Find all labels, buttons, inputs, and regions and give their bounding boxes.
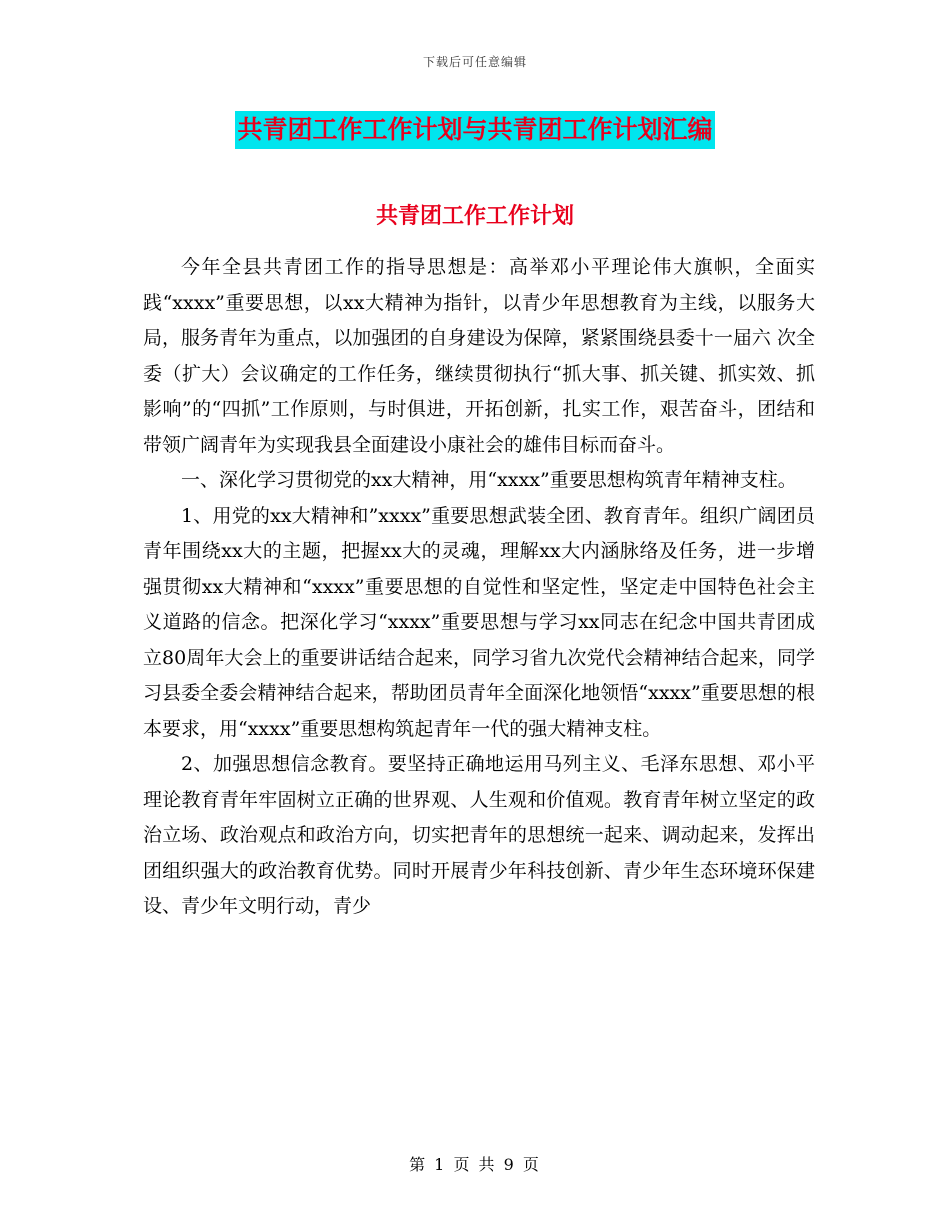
page-header-note: 下载后可任意编辑 xyxy=(422,55,527,69)
paragraph: 2、加强思想信念教育。要坚持正确地运用马列主义、毛泽东思想、邓小平理论教育青年牢固树立正确的世界观、人生观和价值观。教育青年树立坚定的政治立场、政治观点和政治方向，切实把青年的思想统一起来、调动起来，发挥出团组织强大的政治教育优势。同时开展青少年科技创新、青少年生态环境环保建设、青少年文明行动，青少 xyxy=(143,753,815,917)
page-number-footer: 第 1 页 共 9 页 xyxy=(409,1155,541,1174)
paragraph: 今年全县共青团工作的指导思想是：高举邓小平理论伟大旗帜，全面实践“xxxx”重要思想，以xx大精神为指针，以青少年思想教育为主线，以服务大局，服务青年为重点，以加强团的自身建设为保障，紧紧围绕县委十一届六 次全委（扩大）会议确定的工作任务，继续贯彻执行“抓大事、抓关键、抓实效、抓影响”的“四抓”工作原则，与时俱进，开拓创新，扎实工作，艰苦奋斗，团结和带领广阔青年为实现我县全面建设小康社会的雄伟目标而奋斗。 xyxy=(143,256,815,456)
document-body xyxy=(143,250,815,925)
section-title: 共青团工作工作计划 xyxy=(375,204,574,229)
paragraph: 一、深化学习贯彻党的xx大精神，用“xxxx”重要思想构筑青年精神支柱。 xyxy=(181,469,797,491)
document-main-title: 共青团工作工作计划与共青团工作计划汇编 xyxy=(235,111,714,149)
paragraph: 1、用党的xx大精神和”xxxx”重要思想武装全团、教育青年。组织广阔团员青年围绕xx大的主题，把握xx大的灵魂，理解xx大内涵脉络及任务，进一步增强贯彻xx大精神和“xxxx”重要思想的自觉性和坚定性，坚定走中国特色社会主义道路的信念。把深化学习“xxxx”重要思想与学习xx同志在纪念中国共青团成立80周年大会上的重要讲话结合起来，同学习省九次党代会精神结合起来，同学习县委全委会精神结合起来，帮助团员青年全面深化地领悟“xxxx”重要思想的根本要求，用“xxxx”重要思想构筑起青年一代的强大精神支柱。 xyxy=(143,504,815,740)
document-title-container xyxy=(0,111,950,149)
